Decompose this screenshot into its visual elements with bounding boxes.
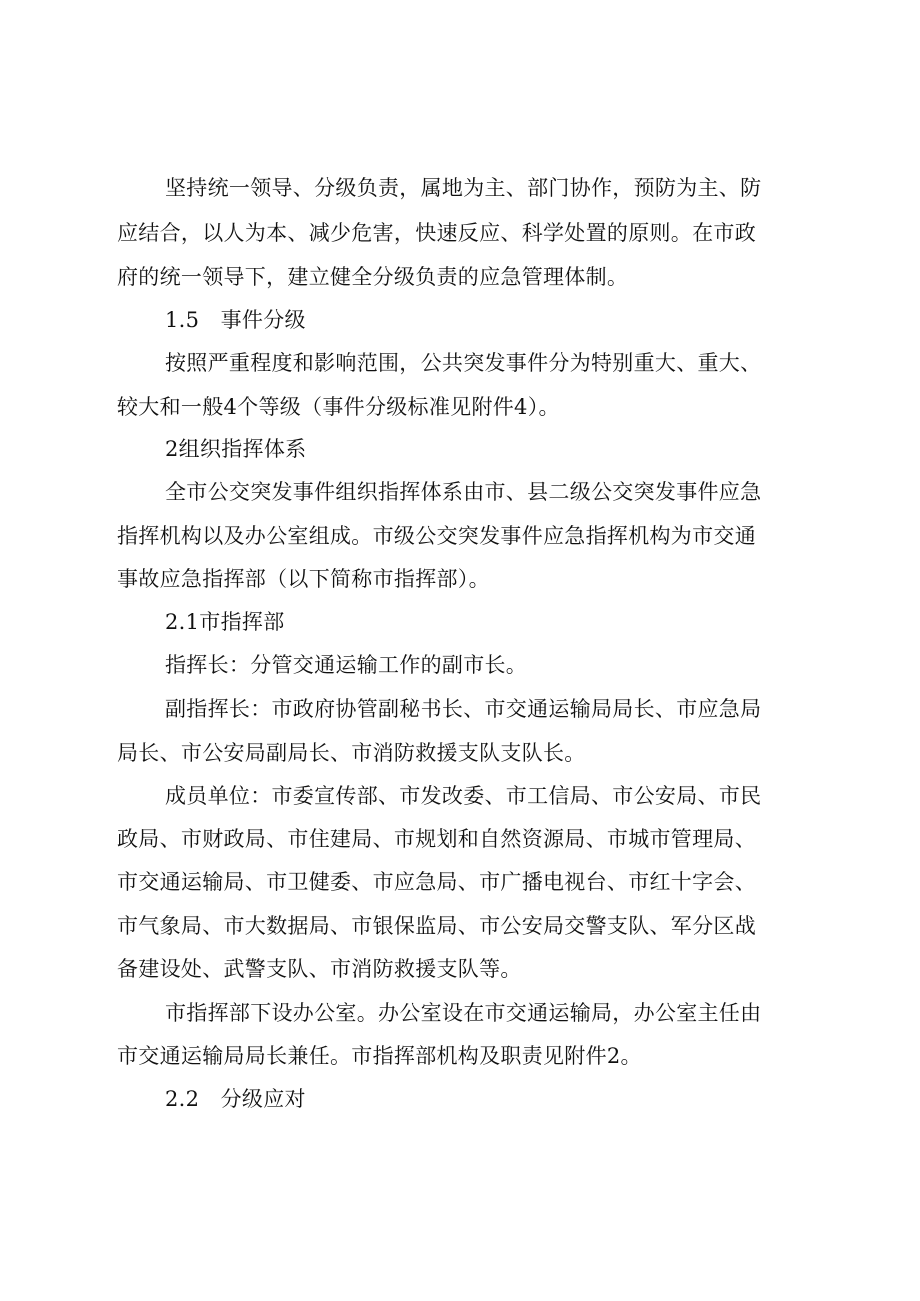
- body-text-line: 市指挥部下设办公室。办公室设在市交通运输局，办公室主任由: [165, 1001, 762, 1025]
- section-heading-2-1: 2.1市指挥部: [165, 610, 285, 634]
- body-text-line: 指挥机构以及办公室组成。市级公交突发事件应急指挥机构为市交通: [117, 524, 756, 548]
- body-text-line: 市交通运输局局长兼任。市指挥部机构及职责见附件2。: [117, 1044, 642, 1068]
- body-text-line: 指挥长：分管交通运输工作的副市长。: [165, 653, 528, 677]
- section-heading-1-5: 1.5 事件分级: [165, 308, 306, 332]
- body-text-line: 府的统一领导下，建立健全分级负责的应急管理体制。: [117, 265, 629, 289]
- body-text-line: 成员单位：市委宣传部、市发改委、市工信局、市公安局、市民: [165, 784, 762, 808]
- body-text-line: 较大和一般4个等级（事件分级标准见附件4）。: [117, 395, 560, 419]
- body-text-line: 副指挥长：市政府协管副秘书长、市交通运输局局长、市应急局: [165, 697, 762, 721]
- body-text-line: 市交通运输局、市卫健委、市应急局、市广播电视台、市红十字会、: [117, 870, 756, 894]
- body-text-line: 事故应急指挥部（以下简称市指挥部）。: [117, 567, 490, 591]
- section-heading-2: 2组织指挥体系: [165, 437, 307, 461]
- body-text-line: 政局、市财政局、市住建局、市规划和自然资源局、市城市管理局、: [117, 827, 756, 851]
- body-text-line: 备建设处、武警支队、市消防救援支队等。: [117, 957, 522, 981]
- body-text-line: 按照严重程度和影响范围，公共突发事件分为特别重大、重大、: [165, 351, 762, 375]
- body-text-line: 局长、市公安局副局长、市消防救援支队支队长。: [117, 741, 586, 765]
- body-text-line: 全市公交突发事件组织指挥体系由市、县二级公交突发事件应急: [165, 480, 762, 504]
- body-text-line: 市气象局、市大数据局、市银保监局、市公安局交警支队、军分区战: [117, 914, 756, 938]
- body-text-line: 坚持统一领导、分级负责，属地为主、部门协作，预防为主、防: [165, 176, 762, 200]
- body-text-line: 应结合，以人为本、减少危害，快速反应、科学处置的原则。在市政: [117, 221, 756, 245]
- section-heading-2-2: 2.2 分级应对: [165, 1087, 306, 1111]
